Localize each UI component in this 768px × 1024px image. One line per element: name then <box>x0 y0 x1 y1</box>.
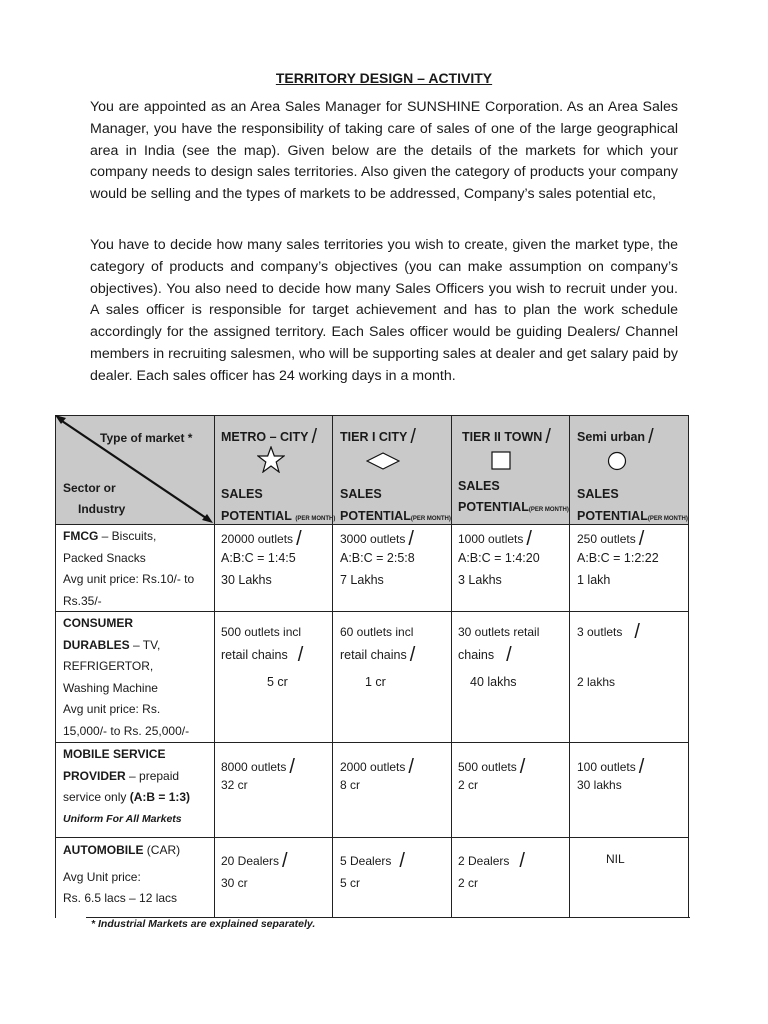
auto-tier2-cell: 2 Dealers / 2 cr <box>458 850 525 890</box>
header-tier-1-city: TIER I CITY / <box>340 426 416 448</box>
sales-potential-label: SALES <box>221 487 263 501</box>
sector-automobile: AUTOMOBILE (CAR) Avg Unit price: Rs. 6.5 lacs – 12 lacs <box>63 843 181 905</box>
table-rule <box>55 742 689 743</box>
star-icon <box>257 446 285 473</box>
sector-consumer-durables: CONSUMER DURABLES – TV, REFRIGERTOR, Washing Machine Avg unit price: Rs. 15,000/- to Rs. 25,000/- <box>63 616 190 738</box>
table-rule <box>55 837 689 838</box>
auto-metro-cell: 20 Dealers / 30 cr <box>221 850 288 890</box>
durables-semi-urban-cell: 3 outlets / 2 lakhs <box>577 621 640 689</box>
square-icon <box>491 451 511 470</box>
fmcg-tier1-cell: 3000 outlets / A:B:C = 2:5:8 7 Lakhs <box>340 528 415 587</box>
durables-tier1-cell: 60 outlets incl retail chains / 1 cr <box>340 625 416 689</box>
corner-market-label: Type of market * <box>100 431 193 445</box>
fmcg-tier2-cell: 1000 outlets / A:B:C = 1:4:20 3 Lakhs <box>458 528 540 587</box>
diamond-icon <box>366 452 400 470</box>
sector-fmcg: FMCG – Biscuits, Packed Snacks Avg unit price: Rs.10/- to Rs.35/- <box>63 529 195 608</box>
mobile-semi-urban-cell: 100 outlets / 30 lakhs <box>577 756 645 792</box>
durables-tier2-cell: 30 outlets retail chains / 40 lakhs <box>458 625 540 689</box>
sales-potential-label: POTENTIAL(PER MONTH) <box>458 500 569 514</box>
sector-mobile-service: MOBILE SERVICE PROVIDER – prepaid service only (A:B = 1:3) Uniform For All Markets <box>63 747 191 825</box>
intro-paragraph: You are appointed as an Area Sales Manager for SUNSHINE Corporation. As an Area Sales Manager, you have the responsibility of taking care of sales of one of the large geographical area in India (see the map). Given below are the details of the markets for which your company needs to design sales territories. Also given the category of products your company would be selling and the types of markets to be addressed, Company’s sales potential etc, <box>90 99 678 203</box>
fmcg-semi-urban-cell: 250 outlets / A:B:C = 1:2:22 1 lakh <box>577 528 659 587</box>
auto-semi-urban-cell: NIL <box>606 852 625 866</box>
table-col-rule <box>332 415 333 918</box>
sales-potential-label: SALES <box>340 487 382 501</box>
sales-potential-label: SALES <box>577 487 619 501</box>
header-semi-urban: Semi urban / <box>577 426 654 448</box>
corner-industry-label: Industry <box>78 502 126 516</box>
durables-metro-cell: 500 outlets incl retail chains / 5 cr <box>221 625 304 689</box>
sales-potential-label: POTENTIAL(PER MONTH) <box>340 509 451 523</box>
sales-potential-label: POTENTIAL (PER MONTH) <box>221 509 336 523</box>
table-border-right <box>688 415 689 918</box>
table-col-rule <box>451 415 452 918</box>
corner-sector-label: Sector or <box>63 481 116 495</box>
header-metro-city: METRO – CITY / <box>221 426 318 448</box>
page-title: TERRITORY DESIGN – ACTIVITY <box>275 70 493 86</box>
footnote: * Industrial Markets are explained separately. <box>91 918 316 930</box>
instructions-paragraph: You have to decide how many sales territories you wish to create, given the market type, the category of products and company’s objectives (you can make assumption on company’s objectives). You also need to decide how many Sales Officers you wish to recruit under you. A sales officer is responsible for target achievement and has to plan the work schedule accordingly for the assigned territory. Each Sales officer would be guiding Dealers/ Channel members in recruiting salesmen, who will be supporting sales at dealer and get salary paid by dealer. Each sales officer has 24 working days in a month. <box>90 237 678 384</box>
header-tier-2-town: TIER II TOWN / <box>462 426 551 448</box>
sales-potential-label: POTENTIAL(PER MONTH) <box>577 509 688 523</box>
mobile-metro-cell: 8000 outlets / 32 cr <box>221 756 295 792</box>
mobile-tier1-cell: 2000 outlets / 8 cr <box>340 756 414 792</box>
circle-icon <box>607 451 627 471</box>
table-col-rule <box>569 415 570 918</box>
mobile-tier2-cell: 500 outlets / 2 cr <box>458 756 526 792</box>
fmcg-metro-cell: 20000 outlets / A:B:C = 1:4:5 30 Lakhs <box>221 528 302 587</box>
sales-potential-label: SALES <box>458 479 500 493</box>
market-table <box>55 415 689 918</box>
auto-tier1-cell: 5 Dealers / 5 cr <box>340 850 405 890</box>
